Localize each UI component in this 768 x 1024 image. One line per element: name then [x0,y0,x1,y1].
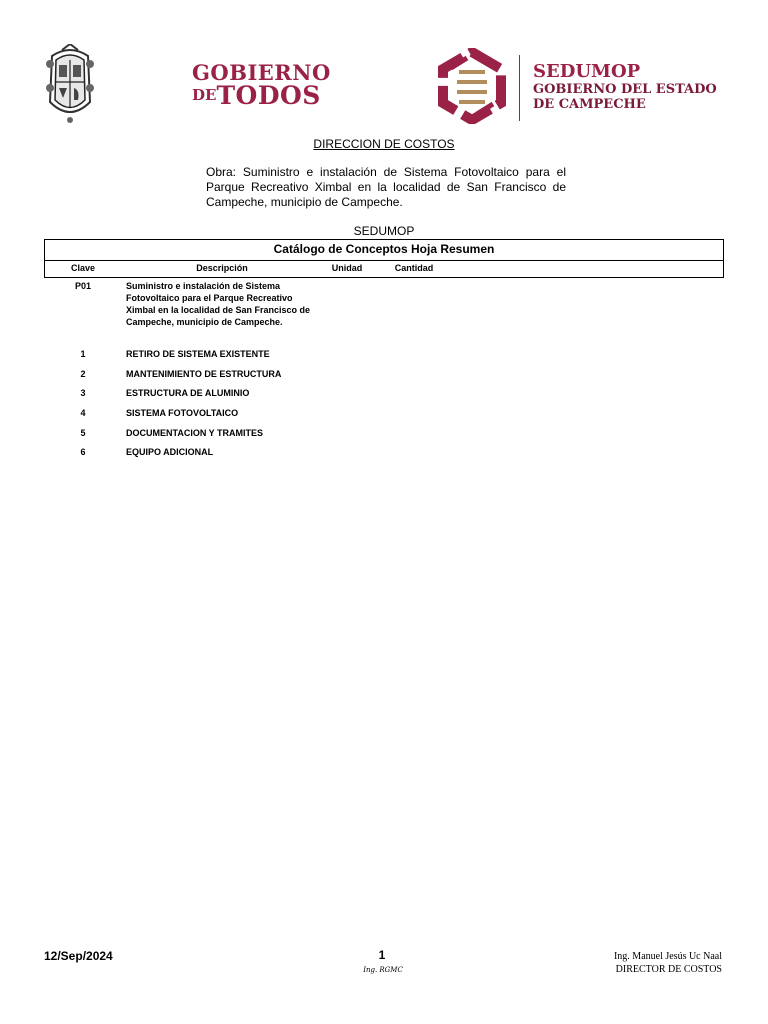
row-clave: 3 [80,388,86,398]
logo-text-de: DE [192,86,217,104]
row-clave: 6 [80,447,86,457]
signer-name: Ing. Manuel Jesús Uc Naal [613,951,722,962]
logo-divider [519,55,520,121]
table-header-rule [44,277,724,278]
row-descripcion: ESTRUCTURA DE ALUMINIO [126,388,250,398]
signature-block [614,950,722,976]
table-title: Catálogo de Conceptos Hoja Resumen [273,242,495,256]
row-clave: 5 [80,428,86,438]
obra-description: Obra: Suministro e instalación de Sistema Fotovoltaico para el Parque Recreativo Ximbal en la localidad de San Francisco de Campeche, municipio de Campeche. [206,165,566,209]
campeche-coat-of-arms-logo [44,44,96,124]
row-descripcion: EQUIPO ADICIONAL [126,447,214,457]
sedumop-logo-text [533,62,717,112]
logo-text-gobierno: GOBIERNO [192,60,331,85]
row-descripcion: Suministro e instalación de Sistema Fotovoltaico para el Parque Recreativo Ximbal en la localidad de San Francisco de Campeche, municipio de Campeche. [126,281,311,327]
footer-initials: Ing. RGMC [363,966,403,974]
signer-title: DIRECTOR DE COSTOS [615,964,722,975]
row-clave: 2 [80,369,86,379]
logo-sub-line-2: DE CAMPECHE [533,97,646,112]
logo-text-todos: TODOS [216,81,321,110]
column-header-cantidad: Cantidad [394,263,434,273]
row-clave: P01 [74,281,91,291]
footer-date: 12/Sep/2024 [44,949,113,963]
row-clave: 1 [80,349,86,359]
logo-sedumop-name: SEDUMOP [533,61,641,82]
column-header-unidad: Unidad [331,263,363,273]
row-clave: 4 [80,408,86,418]
table-title-rule [44,260,724,261]
column-header-clave: Clave [70,263,96,273]
department-title: DIRECCION DE COSTOS [313,137,455,151]
row-descripcion: SISTEMA FOTOVOLTAICO [126,408,239,418]
logo-sub-line-1: GOBIERNO DEL ESTADO [533,82,717,97]
page-number: 1 [378,948,386,962]
sedumop-emblem-logo [437,48,507,124]
column-header-descripcion: Descripción [196,263,248,273]
row-descripcion: DOCUMENTACION Y TRAMITES [126,428,264,438]
row-descripcion: RETIRO DE SISTEMA EXISTENTE [126,349,270,359]
gobierno-de-todos-logo [192,60,331,110]
row-descripcion: MANTENIMIENTO DE ESTRUCTURA [126,369,282,379]
organization-name: SEDUMOP [353,224,415,238]
